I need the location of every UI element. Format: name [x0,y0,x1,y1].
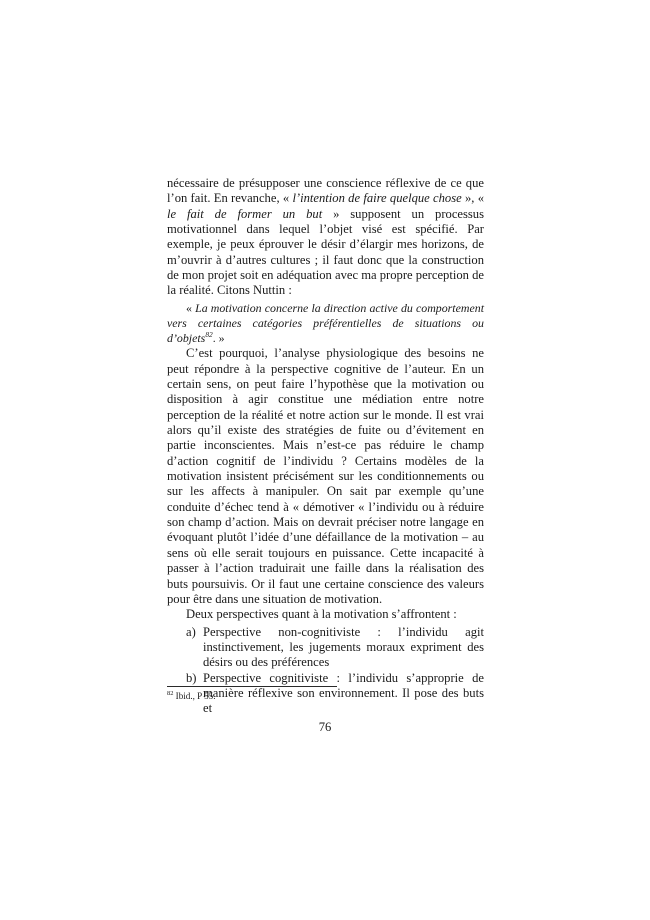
perspectives-list [167,625,484,717]
paragraph-1-segment-c: », « [461,191,484,206]
page-text-body [167,176,484,717]
paragraph-1-segment-a: nécessaire de présupposer une conscience réflexive de ce que l’on fait. En revanche, « [167,176,484,206]
body-paragraph-1 [167,176,484,299]
page-number: 76 [318,720,332,734]
list-item [186,625,484,671]
list-item-marker: b) [186,670,197,685]
footnote-number: 82 [167,689,174,697]
list-item-marker: a) [186,624,196,639]
list-item-text: Perspective cognitiviste : l’individu s’approprie de manière réflexive son environnement. Il pose des buts et [203,670,484,716]
body-paragraph-2: C’est pourquoi, l’analyse physiologique des besoins ne peut répondre à la perspective cognitive de l’auteur. En un certain sens, on peut faire l’hypothèse que la motivation ou disposition à agir constitue une médiation entre notre perception de la réalité et notre action sur le monde. Il est vrai alors qu’il existe des stratégies de fuite ou d’évitement en partie inconscientes. Mais n’est-ce pas réduire le champ d’action cognitif de l’individu ? Certains modèles de la motivation insistent précisément sur les conditionnements ou sur les affects à manipuler. On sait par exemple qu’une conduite d’échec tend à « démotiver « l’individu ou à réduire son champ d’action. Mais on devrait préciser notre langage en évoquant plutôt l’idée d’une défaillance de la motivation – au sens où elle serait toujours en puissance. Cette incapacité à passer à l’action traduirait une faille dans la réalisation des buts poursuivis. Or il faut une certaine conscience des valeurs pour être dans une situation de motivation. [167,346,484,606]
footnote-separator-rule [167,686,337,687]
footnote-reference-marker: 82 [205,330,213,340]
paragraph-1-italic-phrase-2: le fait de former un but [167,206,323,221]
footnote-entry [167,691,484,703]
body-paragraph-3: Deux perspectives quant à la motivation s’affrontent : [186,607,457,622]
blockquote-italic-text: La motivation concerne la direction active du comportement vers certaines catégories préférentielles de situations ou d’objets [167,300,484,346]
paragraph-1-italic-phrase-1: l’intention de faire quelque chose [292,191,462,206]
footnote-citation-text: Ibid., P 55. [173,691,216,701]
blockquote-nuttin [167,301,484,347]
blockquote-open-guillemet: « [186,300,196,315]
blockquote-close-text: . » [212,331,225,346]
footnote-section [167,686,484,703]
list-item-text: Perspective non-cognitiviste : l’individu agit instinctivement, les jugements moraux expriment des désirs ou des préférences [203,624,484,670]
paragraph-1-segment-e: » supposent un processus motivationnel dans lequel l’objet visé est spécifié. Par exemple, je peux éprouver le désir d’élargir mes horizons, de m’ouvrir à d’autres cultures ; il faut donc que la construction de mon projet soit en adéquation avec ma propre perception de la réalité. Citons Nuttin : [167,206,485,298]
